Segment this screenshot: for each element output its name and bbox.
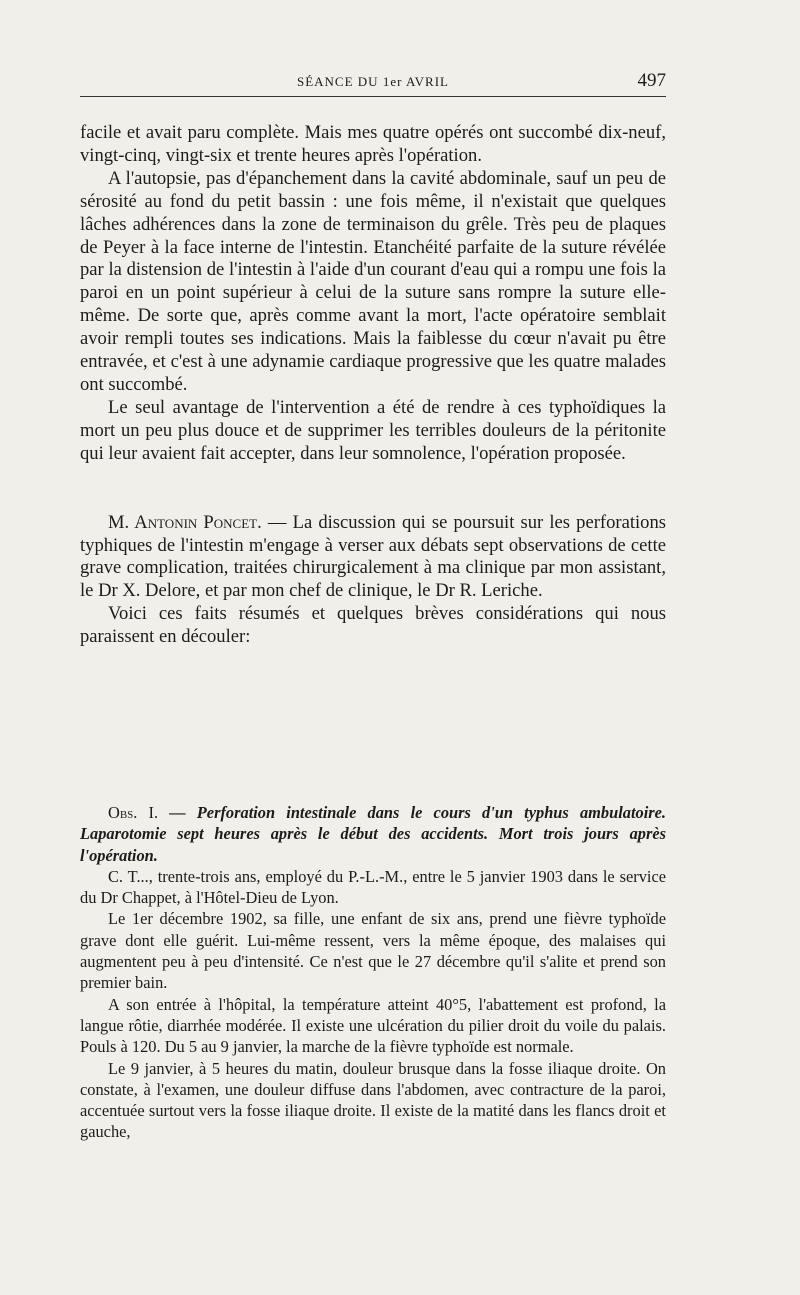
section-gap (80, 466, 666, 512)
running-head: SÉANCE DU 1er AVRIL (296, 74, 449, 89)
observation-paragraph: Le 9 janvier, à 5 heures du matin, douleur brusque dans la fosse iliaque droite. On constate, à l'examen, une douleur diffuse dans l'abdomen, avec contracture de la paroi, accentuée surtout vers la fosse iliaque droite. Il existe de la matité dans les flancs droit et gauche, (80, 1058, 666, 1142)
paragraph-autopsy: A l'autopsie, pas d'épanchement dans la cavité abdominale, sauf un peu de sérosité au fond du petit bassin : une fois même, il n'existait que quelques lâches adhérences dans la zone de terminaison du grêle. Très peu de plaques de Peyer à la face interne de l'intestin. Etanchéité parfaite de la suture révélée par la distension de l'intestin à l'aide d'un courant d'eau qui a rompu une fois la paroi en un point supérieur à celui de la suture sans rompre la suture elle-même. De sorte que, après comme avant la mort, l'acte opératoire semblait avoir rempli toutes ses indications. Mais la faiblesse du cœur n'avait pu être entravée, et c'est à une adynamie cardiaque progressive que les quatre malades ont succombé. (80, 167, 666, 395)
paragraph-continuation: facile et avait paru complète. Mais mes quatre opérés ont succombé dix-neuf, vingt-cinq, vingt-six et trente heures après l'opération. (80, 122, 666, 166)
page-header (80, 70, 666, 97)
observation-heading (80, 802, 666, 866)
observation-paragraph: A son entrée à l'hôpital, la température atteint 40°5, l'abattement est profond, la langue rôtie, diarrhée modérée. Il existe une ulcération du pilier droit du voile du palais. Pouls à 120. Du 5 au 9 janvier, la marche de la fièvre typhoïde est normale. (80, 994, 666, 1057)
observation-block (80, 802, 666, 1143)
observation-paragraph: C. T..., trente-trois ans, employé du P.-L.-M., entre le 5 janvier 1903 dans le service du Dr Chappet, à l'Hôtel-Dieu de Lyon. (80, 866, 666, 908)
paragraph-conclusion: Le seul avantage de l'intervention a été de rendre à ces typhoïdiques la mort un peu plus douce et de supprimer les terribles douleurs de la péritonite qui leur avaient fait accepter, dans leur somnolence, l'opération proposée. (80, 396, 666, 464)
paragraph-poncet-text: — La discussion qui se poursuit sur les perforations typhiques de l'intestin m'engage à verser aux débats sept observations de cette grave complication, traitées chirurgicalement à ma clinique par mon assistant, le Dr X. Delore, et par mon chef de clinique, le Dr R. Leriche. (80, 511, 666, 602)
observation-title: — Perforation intestinale dans le cours d'un typhus ambulatoire. Laparotomie sept heures après le début des accidents. Mort trois jours après l'opération. (80, 803, 667, 865)
paragraph-intro-cases: Voici ces faits résumés et quelques brèves considérations qui nous paraissent en découler: (80, 603, 666, 648)
paragraph-poncet (80, 512, 666, 604)
observation-paragraph: Le 1er décembre 1902, sa fille, une enfant de six ans, prend une fièvre typhoïde grave dont elle guérit. Lui-même ressent, vers la même époque, des malaises qui augmentent peu à peu d'intensité. Ce n'est que le 27 décembre qu'il s'alite et prend son premier bain. (80, 909, 666, 993)
observation-label: Obs. I. (108, 803, 159, 822)
page-number: 497 (637, 70, 666, 91)
speaker-name: M. Antonin Poncet. (108, 511, 262, 533)
main-text (80, 122, 666, 649)
